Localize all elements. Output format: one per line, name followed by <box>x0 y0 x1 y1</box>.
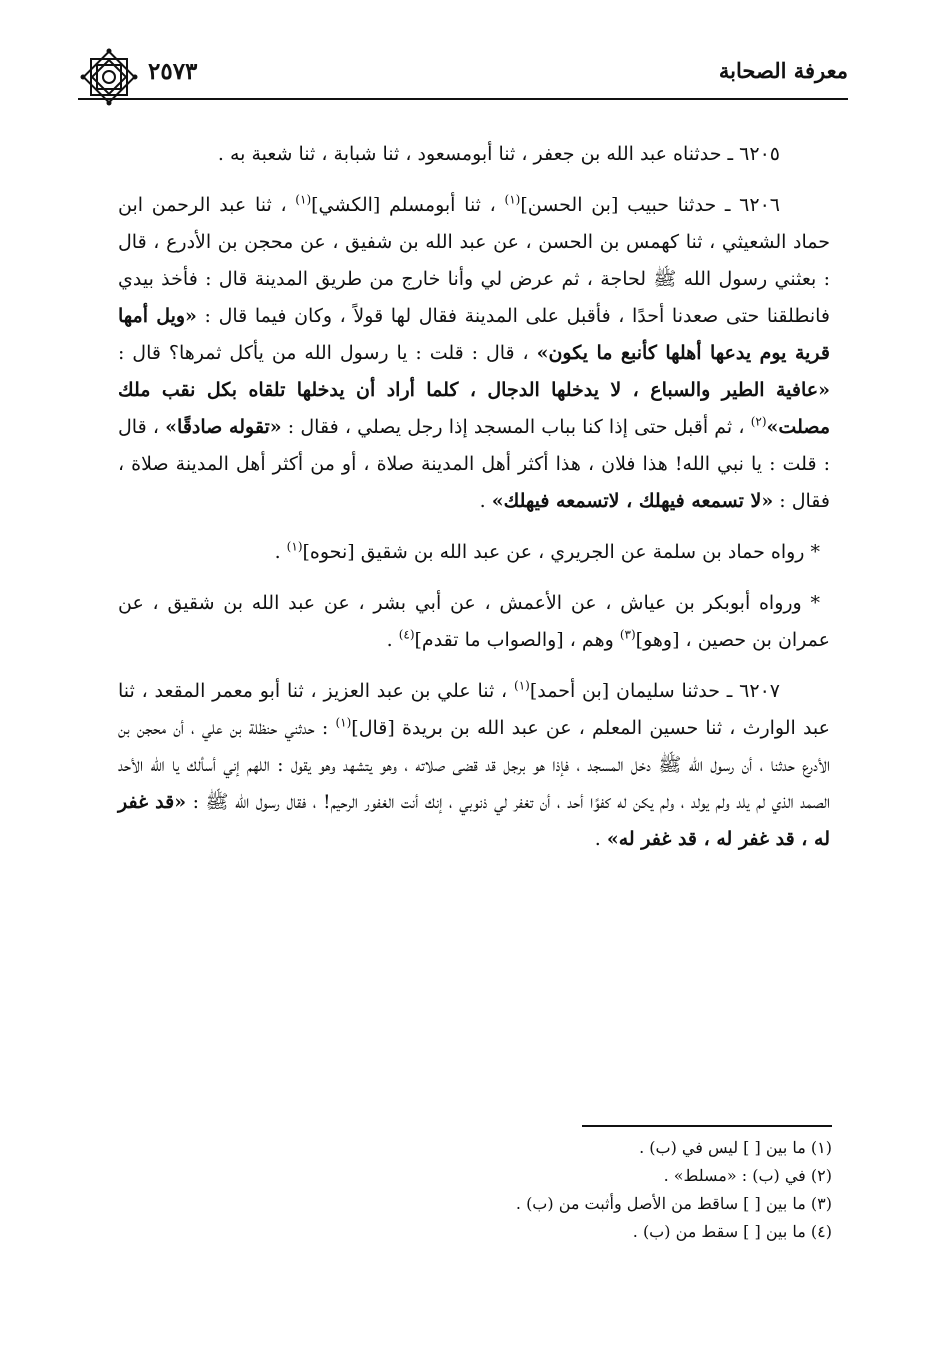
prophetic-saying: «ويل أمها قرية يوم يدعها أهلها كأنبع ما يكون» <box>118 305 830 364</box>
footnote-ref: (٤) <box>398 627 415 642</box>
footnote-ref: (٢) <box>750 414 767 429</box>
prophetic-saying: «قد غفر له ، قد غفر له ، قد غفر له» <box>118 791 830 850</box>
footnote-ref: (٣) <box>619 627 636 642</box>
hadith-6207: ٦٢٠٧ ـ حدثنا سليمان [بن أحمد]$^{(١)}$ ، ثنا علي بن عبد العزيز ، ثنا أبو معمر المقعد ، ثنا عبد الوارث ، ثنا حسين المعلم ، عن عبد الله بن بريدة [قال]$^{(١)}$ : حدثني حنظلة بن علي ، أن محجن بن الأدرع حدثنا ، أن رسول الله ﷺ دخل المسجد ، فإذا هو برجل قد قضى صلاته ، وهو يتشهد وهو يقول : اللهم إني أسألك يا الله الأحد الصمد الذي لم يلد ولم يولد ، ولم يكن له كفوًا أحد ، أن تغفر لي ذنوبي ، إنك أنت الغفور الرحيم! ، فقال رسول الله ﷺ : «قد غفر له ، قد غفر له ، قد غفر له» . <box>118 678 830 850</box>
narration-note-abubakr: * ورواه أبوبكر بن عياش ، عن الأعمش ، عن أبي بشر ، عن عبد الله بن شقيق ، عن عمران بن حصين ، [وهو]$^{(٣)}$ وهم ، [والصواب ما تقدم]$^{(٤)}$ . <box>118 592 830 651</box>
prophetic-saying: «عافية الطير والسباع ، لا يدخلها الدجال ، كلما أراد أن يدخلها تلقاه بكل نقب ملك مصلت» <box>118 379 831 438</box>
book-title: معرفة الصحابة <box>718 58 848 83</box>
prophetic-saying: «لا تسمعه فيهلك ، لاتسمعه فيهلك» <box>491 490 774 512</box>
narration-note-hammad: * رواه حماد بن سلمة عن الجريري ، عن عبد الله بن شقيق [نحوه]$^{(١)}$ . <box>274 539 820 563</box>
footnote-1: (١) ما بين [ ] ليس في (ب) . <box>639 1138 832 1157</box>
footnote-3: (٣) ما بين [ ] ساقط من الأصل وأثبت من (ب) . <box>515 1194 832 1213</box>
prophetic-saying: «تقوله صادقًا» <box>165 416 282 438</box>
footnote-ref: (١) <box>295 192 312 207</box>
running-head <box>78 54 848 98</box>
hadith-6205: ٦٢٠٥ ـ حدثناه عبد الله بن جعفر ، ثنا أبومسعود ، ثنا شبابة ، ثنا شعبة به . <box>217 143 780 165</box>
footnote-ref: (١) <box>335 715 352 730</box>
footnote-4: (٤) ما بين [ ] سقط من (ب) . <box>632 1222 832 1241</box>
footnote-ref: (١) <box>286 539 303 554</box>
hadith-6206: ٦٢٠٦ ـ حدثنا حبيب [بن الحسن]$^{(١)}$ ، ثنا أبومسلم [الكشي]$^{(١)}$ ، ثنا عبد الرحمن ابن حماد الشعيثي ، ثنا كهمس بن الحسن ، عن عبد الله بن شفيق ، عن محجن بن الأدرع ، قال : بعثني رسول الله ﷺ لحاجة ، ثم عرض لي وأنا خارج من طريق المدينة قال : فأخذ بيدي فانطلقنا حتى صعدنا أحدًا ، فأقبل على المدينة فقال لها قولاً ، وكان فيما قال : «ويل أمها قرية يوم يدعها أهلها كأنبع ما يكون» ، قال : قلت : يا رسول الله من يأكل ثمرها؟ قال : «عافية الطير والسباع ، لا يدخلها الدجال ، كلما أراد أن يدخلها تلقاه بكل نقب ملك مصلت»$^{(٢)}$ ، ثم أقبل حتى إذا كنا بباب المسجد إذا رجل يصلي ، فقال : «تقوله صادقًا» ، قال : قلت : يا نبي الله! هذا فلان ، هذا أكثر أهل المدينة صلاة ، أو من أكثر أهل المدينة صلاة ، فقال : «لا تسمعه فيهلك ، لاتسمعه فيهلك» . <box>118 192 831 512</box>
footnote-ref: (١) <box>504 192 521 207</box>
main-text <box>118 136 830 872</box>
footnotes <box>232 1134 832 1246</box>
header-rule <box>78 98 848 100</box>
footnote-2: (٢) في (ب) : «مسلط» . <box>663 1166 832 1185</box>
footnote-rule <box>582 1125 832 1127</box>
footnote-ref: (١) <box>514 678 530 693</box>
page-number: ٢٥٧٣ <box>148 58 198 85</box>
